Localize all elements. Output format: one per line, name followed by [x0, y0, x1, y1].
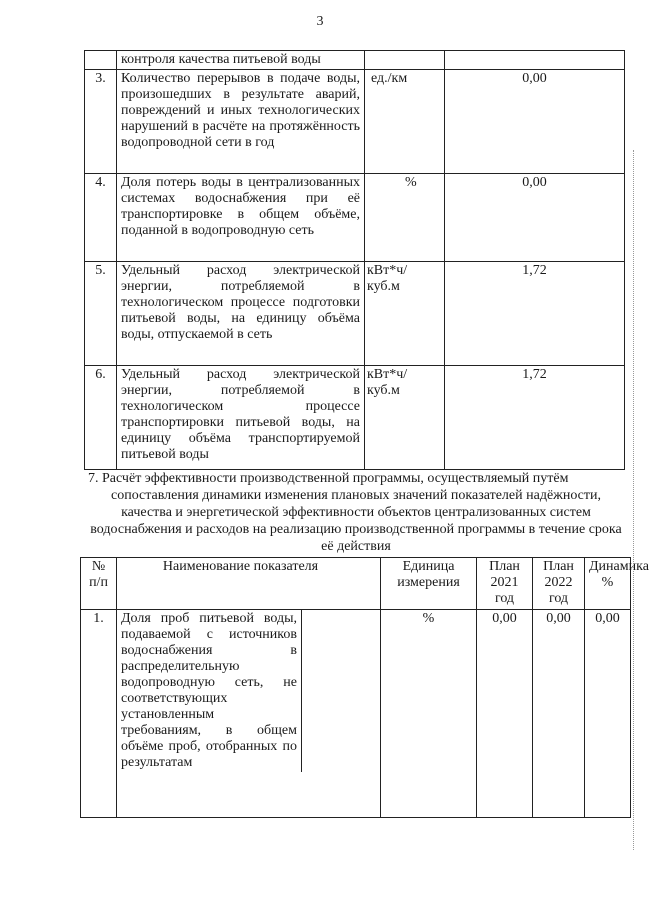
indicator-plan-2022: 0,00 [533, 610, 585, 818]
header-num: № п/п [81, 558, 117, 610]
table-row [85, 366, 625, 470]
indicator-text: Количество перерывов в подаче воды, произошедших в результате аварий, повреждений и иных технологических нарушений в расчёте на протяжённость водопроводной сети в год [117, 70, 365, 174]
row-number: 3. [85, 70, 117, 174]
indicator-unit [365, 51, 445, 70]
indicator-unit: кВт*ч/куб.м [365, 262, 445, 366]
indicator-unit: ед./км [365, 70, 445, 174]
indicator-text: Удельный расход электрической энергии, потребляемой в технологическом процессе транспортировки питьевой воды, на единицу объёма транспортируемой питьевой воды [117, 366, 365, 470]
indicator-value: 0,00 [445, 70, 625, 174]
row-number [85, 51, 117, 70]
indicator-dynamics: 0,00 [585, 610, 631, 818]
efficiency-table [80, 557, 649, 818]
header-plan-2021: План 2021 год [477, 558, 533, 610]
indicator-spacer [302, 610, 380, 772]
header-row [81, 558, 631, 610]
indicator-unit: % [381, 610, 477, 818]
table-row [81, 610, 631, 818]
table-row [85, 174, 625, 262]
header-plan-2022: План 2022 год [533, 558, 585, 610]
indicator-text: Доля проб питьевой воды, подаваемой с источников водоснабжения в распределительную водопроводную сеть, не соответствующих установленным требованиям, в общем объёме проб, отобранных по результатам [117, 610, 302, 772]
indicator-value [445, 51, 625, 70]
table-row [85, 51, 625, 70]
header-name: Наименование показателя [117, 558, 381, 610]
row-number: 4. [85, 174, 117, 262]
indicator-value: 1,72 [445, 366, 625, 470]
row-number: 5. [85, 262, 117, 366]
indicator-cell [117, 610, 381, 818]
page-number: 3 [316, 14, 324, 29]
section-7-first-line: 7. Расчёт эффективности производственной программы, осуществляемый путём [88, 471, 569, 486]
header-dynamics: Динамика % [585, 558, 631, 610]
indicator-unit: кВт*ч/куб.м [365, 366, 445, 470]
indicator-text: контроля качества питьевой воды [117, 51, 365, 70]
row-number: 6. [85, 366, 117, 470]
scan-margin-line [632, 150, 634, 850]
indicator-plan-2021: 0,00 [477, 610, 533, 818]
header-unit: Единица измерения [381, 558, 477, 610]
indicator-text: Удельный расход электрической энергии, потребляемой в технологическом процессе подготовки питьевой воды, на единицу объёма воды, отпускаемой в сеть [117, 262, 365, 366]
section-7-heading [84, 470, 628, 555]
row-number: 1. [81, 610, 117, 818]
indicators-table [84, 50, 625, 470]
table-row [85, 70, 625, 174]
indicator-value: 1,72 [445, 262, 625, 366]
indicator-value: 0,00 [445, 174, 625, 262]
indicator-unit: % [365, 174, 445, 262]
indicator-text: Доля потерь воды в централизованных системах водоснабжения при её транспортировке в общем объёме, поданной в водопроводную сеть [117, 174, 365, 262]
table-row [85, 262, 625, 366]
section-7-rest: сопоставления динамики изменения плановых значений показателей надёжности, качества и энергетической эффективности объектов централизованных систем водоснабжения и расходов на реализацию производственной программы в течение срока её действия [90, 488, 622, 554]
